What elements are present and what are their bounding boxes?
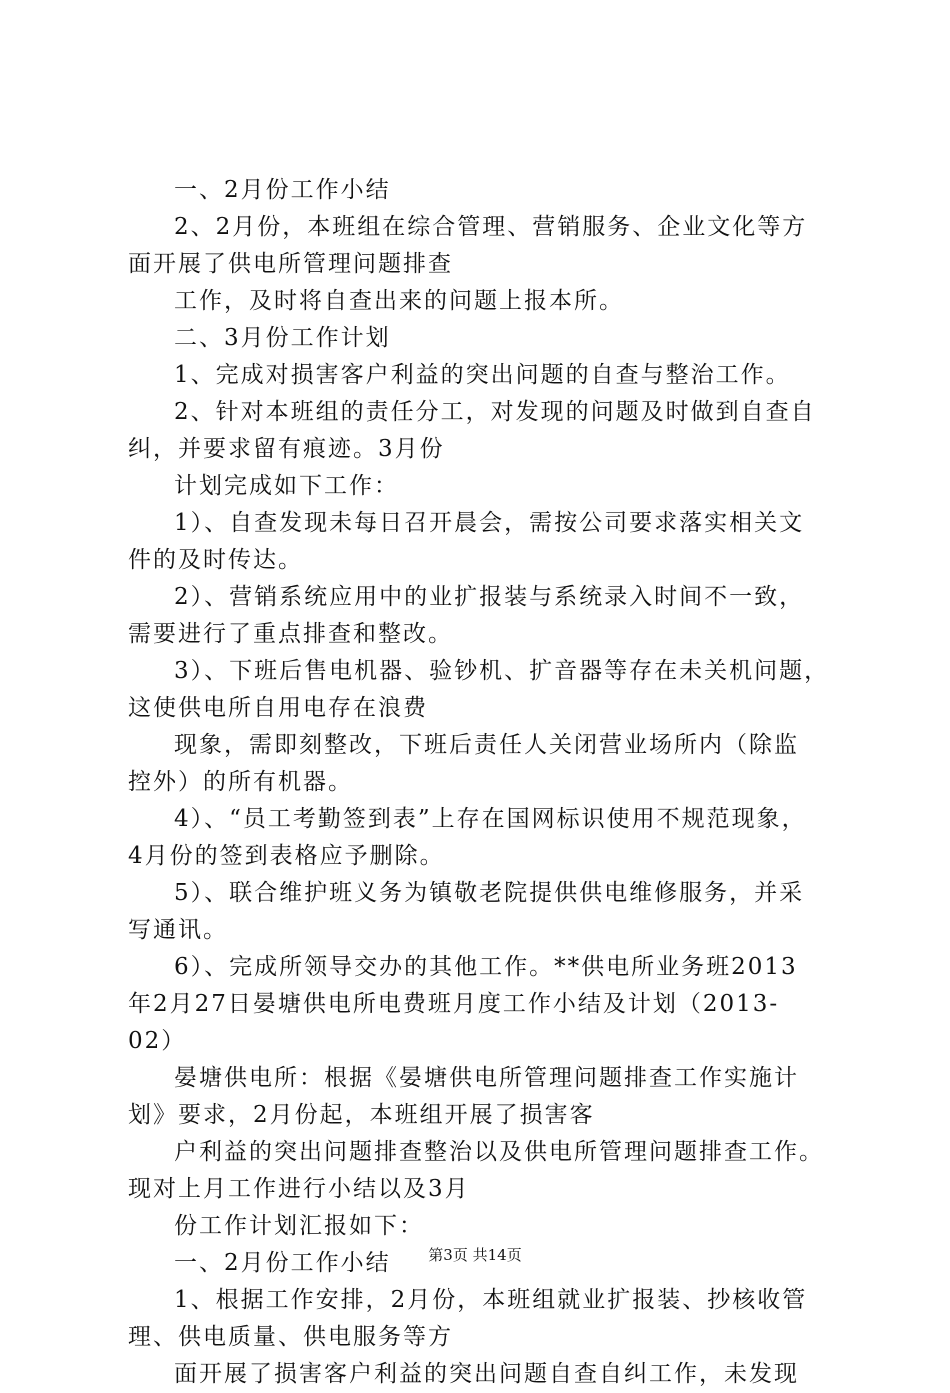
text-line: 需要进行了重点排查和整改。	[128, 621, 453, 647]
text-line: 1、根据工作安排，2月份，本班组就业扩报装、抄核收管	[174, 1287, 808, 1313]
document-body	[128, 172, 840, 1393]
text-line: 一、2月份工作小结	[174, 1250, 391, 1276]
text-line: 4月份的签到表格应予删除。	[128, 843, 445, 869]
text-line: 面开展了损害客户利益的突出问题自查自纠工作，未发现	[174, 1361, 799, 1387]
text-line: 件的及时传达。	[128, 547, 303, 573]
text-line: 工作，及时将自查出来的问题上报本所。	[174, 288, 624, 314]
text-line: 二、3月份工作计划	[174, 325, 391, 351]
text-line: 1）、自查发现未每日召开晨会，需按公司要求落实相关文	[174, 510, 805, 536]
text-line: 3）、下班后售电机器、验钞机、扩音器等存在未关机问题，	[174, 658, 830, 684]
text-line: 年2月27日晏塘供电所电费班月度工作小结及计划（2013-	[128, 991, 780, 1017]
text-line: 份工作计划汇报如下：	[174, 1213, 424, 1239]
text-line: 2、针对本班组的责任分工，对发现的问题及时做到自查自	[174, 399, 816, 425]
text-line: 计划完成如下工作：	[174, 473, 399, 499]
text-line: 2、2月份，本班组在综合管理、营销服务、企业文化等方	[174, 214, 808, 240]
text-line: 1、完成对损害客户利益的突出问题的自查与整治工作。	[174, 362, 791, 388]
text-line: 划》要求，2月份起，本班组开展了损害客	[128, 1102, 595, 1128]
text-line: 一、2月份工作小结	[174, 177, 391, 203]
text-line: 纠，并要求留有痕迹。3月份	[128, 436, 445, 462]
text-line: 2）、营销系统应用中的业扩报装与系统录入时间不一致，	[174, 584, 805, 610]
text-line: 现对上月工作进行小结以及3月	[128, 1176, 470, 1202]
text-line: 这使供电所自用电存在浪费	[128, 695, 428, 721]
text-line: 晏塘供电所：根据《晏塘供电所管理问题排查工作实施计	[174, 1065, 799, 1091]
text-line: 理、供电质量、供电服务等方	[128, 1324, 453, 1350]
text-line: 6）、完成所领导交办的其他工作。**供电所业务班2013	[174, 954, 798, 980]
text-line: 02）	[128, 1028, 187, 1054]
text-line: 户利益的突出问题排查整治以及供电所管理问题排查工作。	[174, 1139, 824, 1165]
text-line: 4）、“员工考勤签到表”上存在国网标识使用不规范现象，	[174, 806, 807, 832]
page-footer: 第3页 共14页	[428, 1246, 522, 1264]
text-line: 面开展了供电所管理问题排查	[128, 251, 453, 277]
text-line: 5）、联合维护班义务为镇敬老院提供供电维修服务，并采	[174, 880, 805, 906]
text-line: 现象，需即刻整改，下班后责任人关闭营业场所内（除监	[174, 732, 799, 758]
text-line: 写通讯。	[128, 917, 228, 943]
text-line: 控外）的所有机器。	[128, 769, 353, 795]
